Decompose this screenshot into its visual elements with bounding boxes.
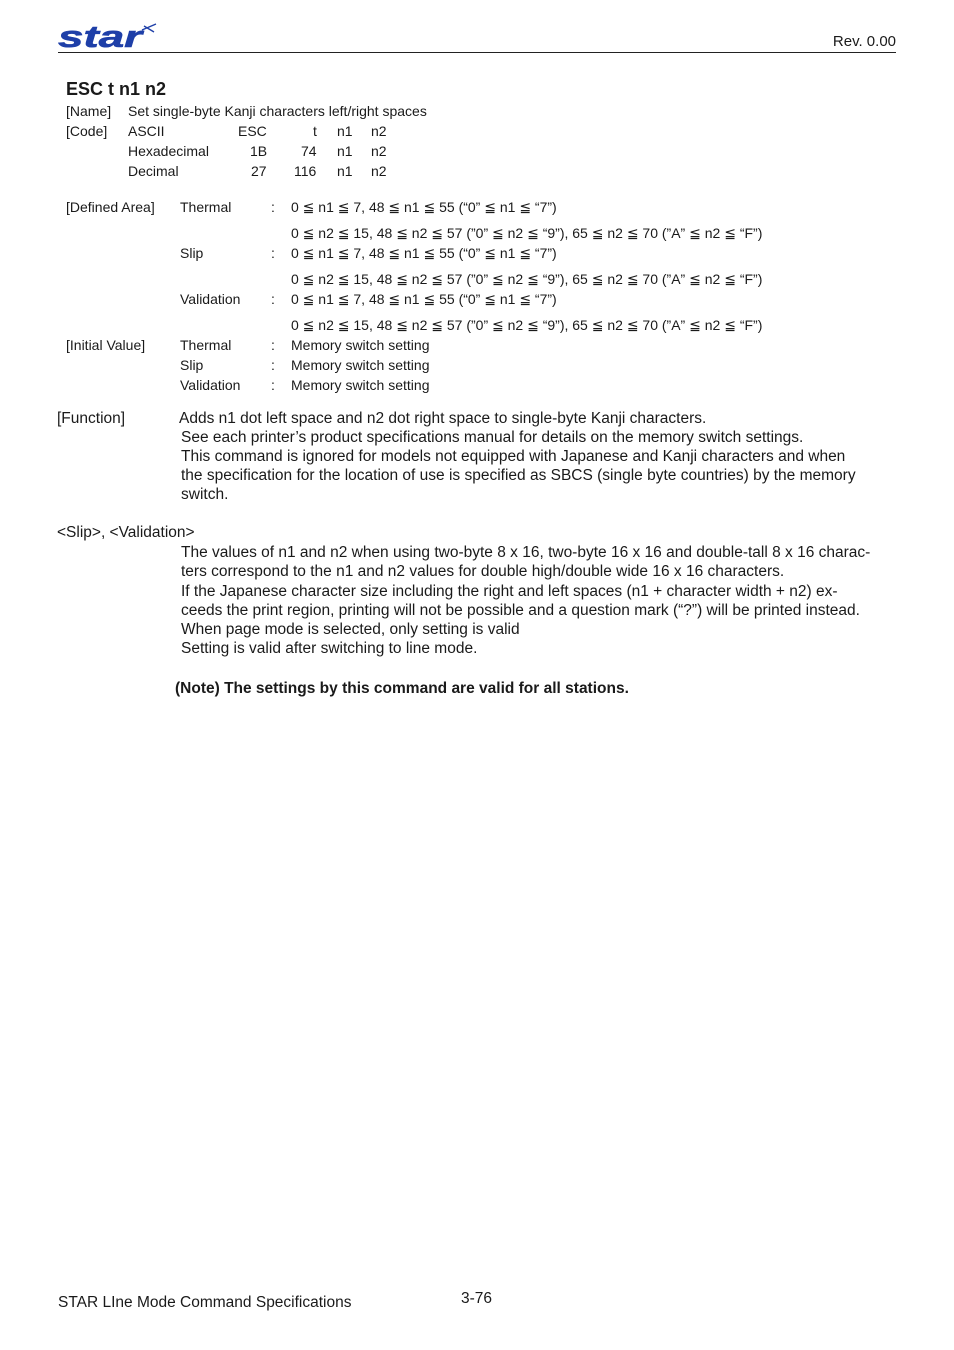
name-value: Set single-byte Kanji characters left/right spaces: [128, 103, 427, 119]
code-cell: 74: [301, 143, 317, 159]
command-title: ESC t n1 n2: [66, 79, 167, 99]
page-number: 3-76: [461, 1290, 493, 1307]
function-line: See each printer’s product specifications manual for details on the memory switch settings.: [181, 429, 804, 446]
function-label: [Function]: [57, 410, 126, 427]
code-cell: 1B: [250, 143, 268, 159]
name-label: [Name]: [66, 103, 112, 119]
revision-label: Rev. 0.00: [832, 33, 896, 50]
slip-validation-line: Setting is valid after switching to line mode.: [181, 640, 478, 657]
code-cell: n2: [371, 123, 387, 139]
defined-area-label: [Defined Area]: [66, 199, 155, 215]
footer-doc-title: STAR LIne Mode Command Specifications: [58, 1294, 352, 1311]
range-n1: 0 ≦ n1 ≦ 7, 48 ≦ n1 ≦ 55 (“0” ≦ n1 ≦ “7”): [291, 199, 557, 215]
code-cell: n1: [337, 163, 353, 179]
code-cell: n2: [371, 163, 387, 179]
range-n1: 0 ≦ n1 ≦ 7, 48 ≦ n1 ≦ 55 (“0” ≦ n1 ≦ “7”): [291, 291, 557, 307]
slip-validation-line: When page mode is selected, only setting is valid: [181, 621, 520, 638]
logo-text: star: [58, 22, 145, 52]
initial-value: Memory switch setting: [291, 337, 430, 353]
station-label: Slip: [180, 357, 204, 373]
colon: :: [271, 337, 275, 353]
slip-validation-line: ceeds the print region, printing will not be possible and a question mark (“?”) will be printed instead.: [181, 602, 860, 619]
code-label: [Code]: [66, 123, 108, 139]
colon: :: [271, 357, 275, 373]
slip-validation-line: ters correspond to the n1 and n2 values for double high/double wide 16 x 16 characters.: [181, 563, 785, 580]
station-label: Slip: [180, 245, 204, 261]
code-format: Hexadecimal: [128, 143, 209, 159]
colon: :: [271, 245, 275, 261]
note: (Note) The settings by this command are valid for all stations.: [175, 680, 629, 697]
station-label: Validation: [180, 377, 241, 393]
code-cell: n2: [371, 143, 387, 159]
function-line: switch.: [181, 486, 229, 503]
colon: :: [271, 291, 275, 307]
station-label: Validation: [180, 291, 241, 307]
code-cell: n1: [337, 123, 353, 139]
code-format: ASCII: [128, 123, 165, 139]
range-n2: 0 ≦ n2 ≦ 15, 48 ≦ n2 ≦ 57 (”0” ≦ n2 ≦ “9”), 65 ≦ n2 ≦ 70 (”A” ≦ n2 ≦ “F”): [291, 317, 763, 333]
logo-star-mark: [142, 24, 156, 32]
colon: :: [271, 377, 275, 393]
colon: :: [271, 199, 275, 215]
function-line: This command is ignored for models not equipped with Japanese and Kanji characters and when: [181, 448, 846, 465]
function-line: the specification for the location of use is specified as SBCS (single byte countries) by the memory: [181, 467, 856, 484]
slip-validation-line: The values of n1 and n2 when using two-byte 8 x 16, two-byte 16 x 16 and double-tall 8 x 16 charac-: [181, 544, 871, 561]
code-cell: 116: [294, 163, 317, 179]
star-logo: [58, 22, 158, 52]
station-label: Thermal: [180, 337, 232, 353]
code-cell: ESC: [238, 123, 267, 139]
slip-validation-line: If the Japanese character size including the right and left spaces (n1 + character width + n2) ex-: [181, 583, 838, 600]
range-n1: 0 ≦ n1 ≦ 7, 48 ≦ n1 ≦ 55 (“0” ≦ n1 ≦ “7”): [291, 245, 557, 261]
code-cell: t: [313, 123, 317, 139]
code-cell: n1: [337, 143, 353, 159]
range-n2: 0 ≦ n2 ≦ 15, 48 ≦ n2 ≦ 57 (”0” ≦ n2 ≦ “9”), 65 ≦ n2 ≦ 70 (”A” ≦ n2 ≦ “F”): [291, 271, 763, 287]
range-n2: 0 ≦ n2 ≦ 15, 48 ≦ n2 ≦ 57 (”0” ≦ n2 ≦ “9”), 65 ≦ n2 ≦ 70 (”A” ≦ n2 ≦ “F”): [291, 225, 763, 241]
slip-validation-label: <Slip>, <Validation>: [57, 524, 195, 541]
initial-value: Memory switch setting: [291, 357, 430, 373]
function-line: Adds n1 dot left space and n2 dot right space to single-byte Kanji characters.: [179, 410, 707, 427]
code-cell: 27: [251, 163, 267, 179]
header-rule: [58, 52, 896, 53]
code-format: Decimal: [128, 163, 179, 179]
station-label: Thermal: [180, 199, 232, 215]
initial-value-label: [Initial Value]: [66, 337, 146, 353]
initial-value: Memory switch setting: [291, 377, 430, 393]
